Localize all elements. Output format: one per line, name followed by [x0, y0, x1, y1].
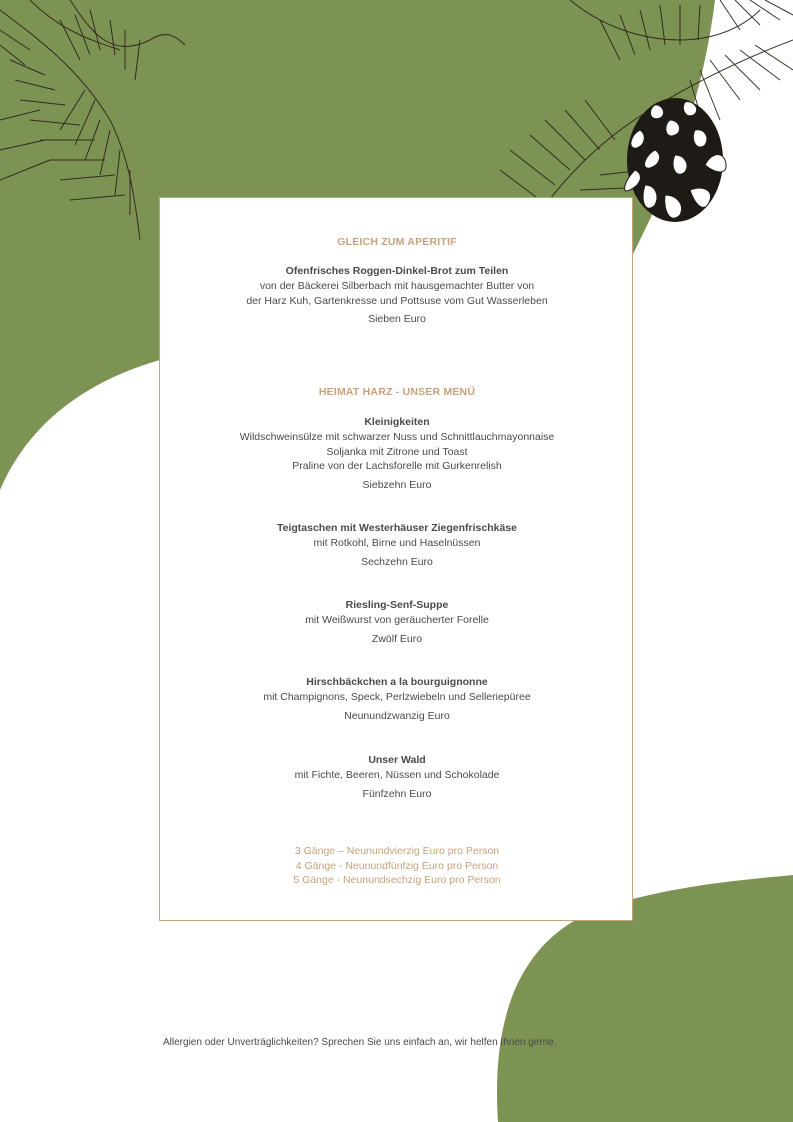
- dish-desc-line: der Harz Kuh, Gartenkresse und Pottsuse vom Gut Wasserleben: [246, 294, 548, 307]
- dish-suppe: [160, 598, 634, 646]
- aperitif-section: [160, 236, 634, 248]
- menu-heading: HEIMAT HARZ - UNSER MENÜ: [318, 386, 476, 398]
- course-price-line: 3 Gänge – Neunundvierzig Euro pro Person: [294, 845, 500, 857]
- dish-desc-line: Soljanka mit Zitrone und Toast: [326, 445, 468, 458]
- dish-desc-line: von der Bäckerei Silberbach mit hausgemachter Butter von: [259, 280, 535, 292]
- dish-title: Teigtaschen mit Westerhäuser Ziegenfrischkäse: [276, 522, 518, 534]
- pine-branch-icon: [0, 0, 185, 240]
- course-price-line: 5 Gänge - Neunundsechzig Euro pro Person: [293, 874, 501, 886]
- menu-card: [159, 197, 633, 921]
- dish-price: Sechzehn Euro: [361, 555, 433, 568]
- dish-wald: [160, 753, 634, 801]
- dish-title: Ofenfrisches Roggen-Dinkel-Brot zum Teilen: [285, 265, 509, 277]
- dish-bread: [160, 264, 634, 326]
- dish-desc-line: mit Weißwurst von geräucherter Forelle: [305, 614, 489, 626]
- dish-kleinigkeiten: [160, 415, 634, 492]
- course-prices: [160, 844, 634, 888]
- dish-title: Unser Wald: [368, 754, 426, 766]
- allergy-note: Allergien oder Unverträglichkeiten? Sprechen Sie uns einfach an, wir helfen Ihnen gerne.: [163, 1037, 557, 1048]
- aperitif-heading: GLEICH ZUM APERITIF: [337, 236, 457, 248]
- dish-price: Zwölf Euro: [371, 632, 423, 645]
- dish-desc-line: mit Champignons, Speck, Perlzwiebeln und Selleriepüree: [263, 691, 531, 703]
- dish-title: Hirschbäckchen a la bourguignonne: [306, 676, 488, 688]
- dish-price: Neunundzwanzig Euro: [344, 709, 450, 722]
- dish-price: Fünfzehn Euro: [362, 787, 432, 800]
- dish-title: Riesling-Senf-Suppe: [345, 599, 449, 611]
- dish-hirsch: [160, 675, 634, 723]
- course-price-line: 4 Gänge - Neunundfünfzig Euro pro Person: [295, 859, 499, 872]
- dish-price: Sieben Euro: [368, 313, 426, 325]
- dish-desc-line: Wildschweinsülze mit schwarzer Nuss und Schnittlauchmayonnaise: [239, 431, 555, 443]
- dish-desc-line: mit Rotkohl, Birne und Haselnüssen: [313, 537, 481, 549]
- dish-desc-line: Praline von der Lachsforelle mit Gurkenrelish: [292, 460, 502, 472]
- dish-title: Kleinigkeiten: [364, 416, 430, 428]
- dish-teigtaschen: [160, 521, 634, 569]
- dish-desc-line: mit Fichte, Beeren, Nüssen und Schokolade: [294, 769, 500, 781]
- menu-section: [160, 386, 634, 398]
- dish-price: Siebzehn Euro: [362, 478, 432, 491]
